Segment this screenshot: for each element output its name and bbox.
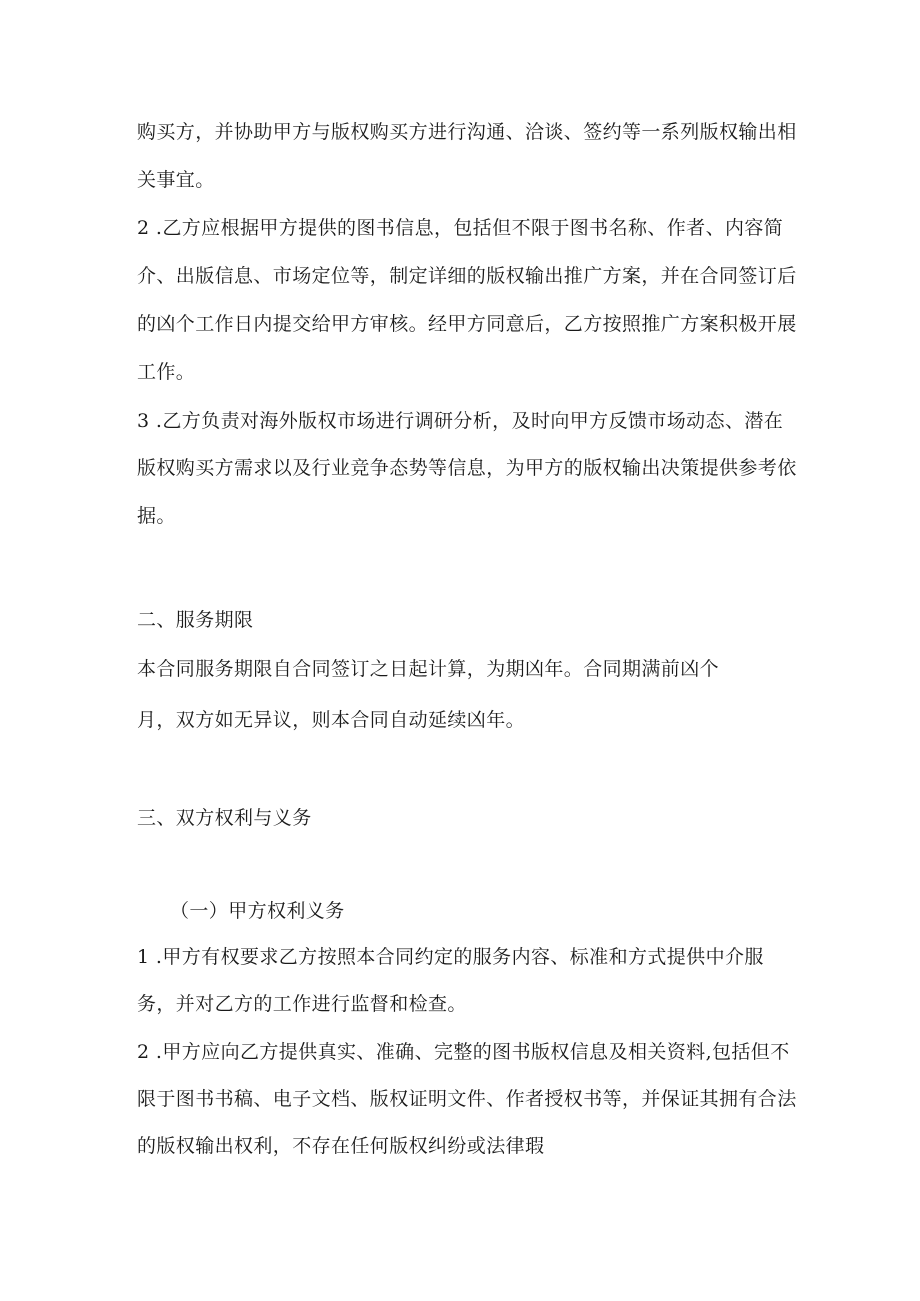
list-item-3-line: 3 .乙方负责对海外版权市场进行调研分析，及时向甲方反馈市场动态、潜在 [137,410,784,432]
list-item-3-line: 版权购买方需求以及行业竞争态势等信息，为甲方的版权输出决策提供参考依 [137,457,797,479]
section-2-line: 本合同服务期限自合同签订之日起计算，为期凶年。合同期满前凶个 [137,658,720,680]
section-2-line: 月，双方如无异议，则本合同自动延续凶年。 [137,709,526,731]
section-heading-term: 二、服务期限 [137,609,254,631]
paragraph-line: 关事宜。 [137,169,215,191]
rights-item-1-line: 务，并对乙方的工作进行监督和检查。 [137,993,467,1015]
rights-item-2-line: 2 .甲方应向乙方提供真实、准确、完整的图书版权信息及相关资料,包括但不 [137,1041,790,1063]
section-heading-rights: 三、双方权利与义务 [137,807,312,829]
list-item-3-line: 据。 [137,505,176,527]
paragraph-line: 购买方，并协助甲方与版权购买方进行沟通、洽谈、签约等一系列版权输出相 [137,121,797,143]
list-item-2-line: 工作。 [137,361,196,383]
list-item-2-line: 2 .乙方应根据甲方提供的图书信息，包括但不限于图书名称、作者、内容简 [137,217,784,239]
rights-item-1-line: 1 .甲方有权要求乙方按照本合同约定的服务内容、标准和方式提供中介服 [137,946,764,968]
rights-item-2-line: 的版权输出权利，不存在任何版权纠纷或法律瑕 [137,1135,545,1157]
list-item-2-line: 介、出版信息、市场定位等，制定详细的版权输出推广方案，并在合同签订后 [137,265,797,287]
list-item-2-line: 的凶个工作日内提交给甲方审核。经甲方同意后，乙方按照推广方案积极开展 [137,313,797,335]
rights-item-2-line: 限于图书书稿、电子文档、版权证明文件、作者授权书等，并保证其拥有合法 [137,1088,797,1110]
subsection-heading: （一）甲方权利义务 [170,900,345,922]
